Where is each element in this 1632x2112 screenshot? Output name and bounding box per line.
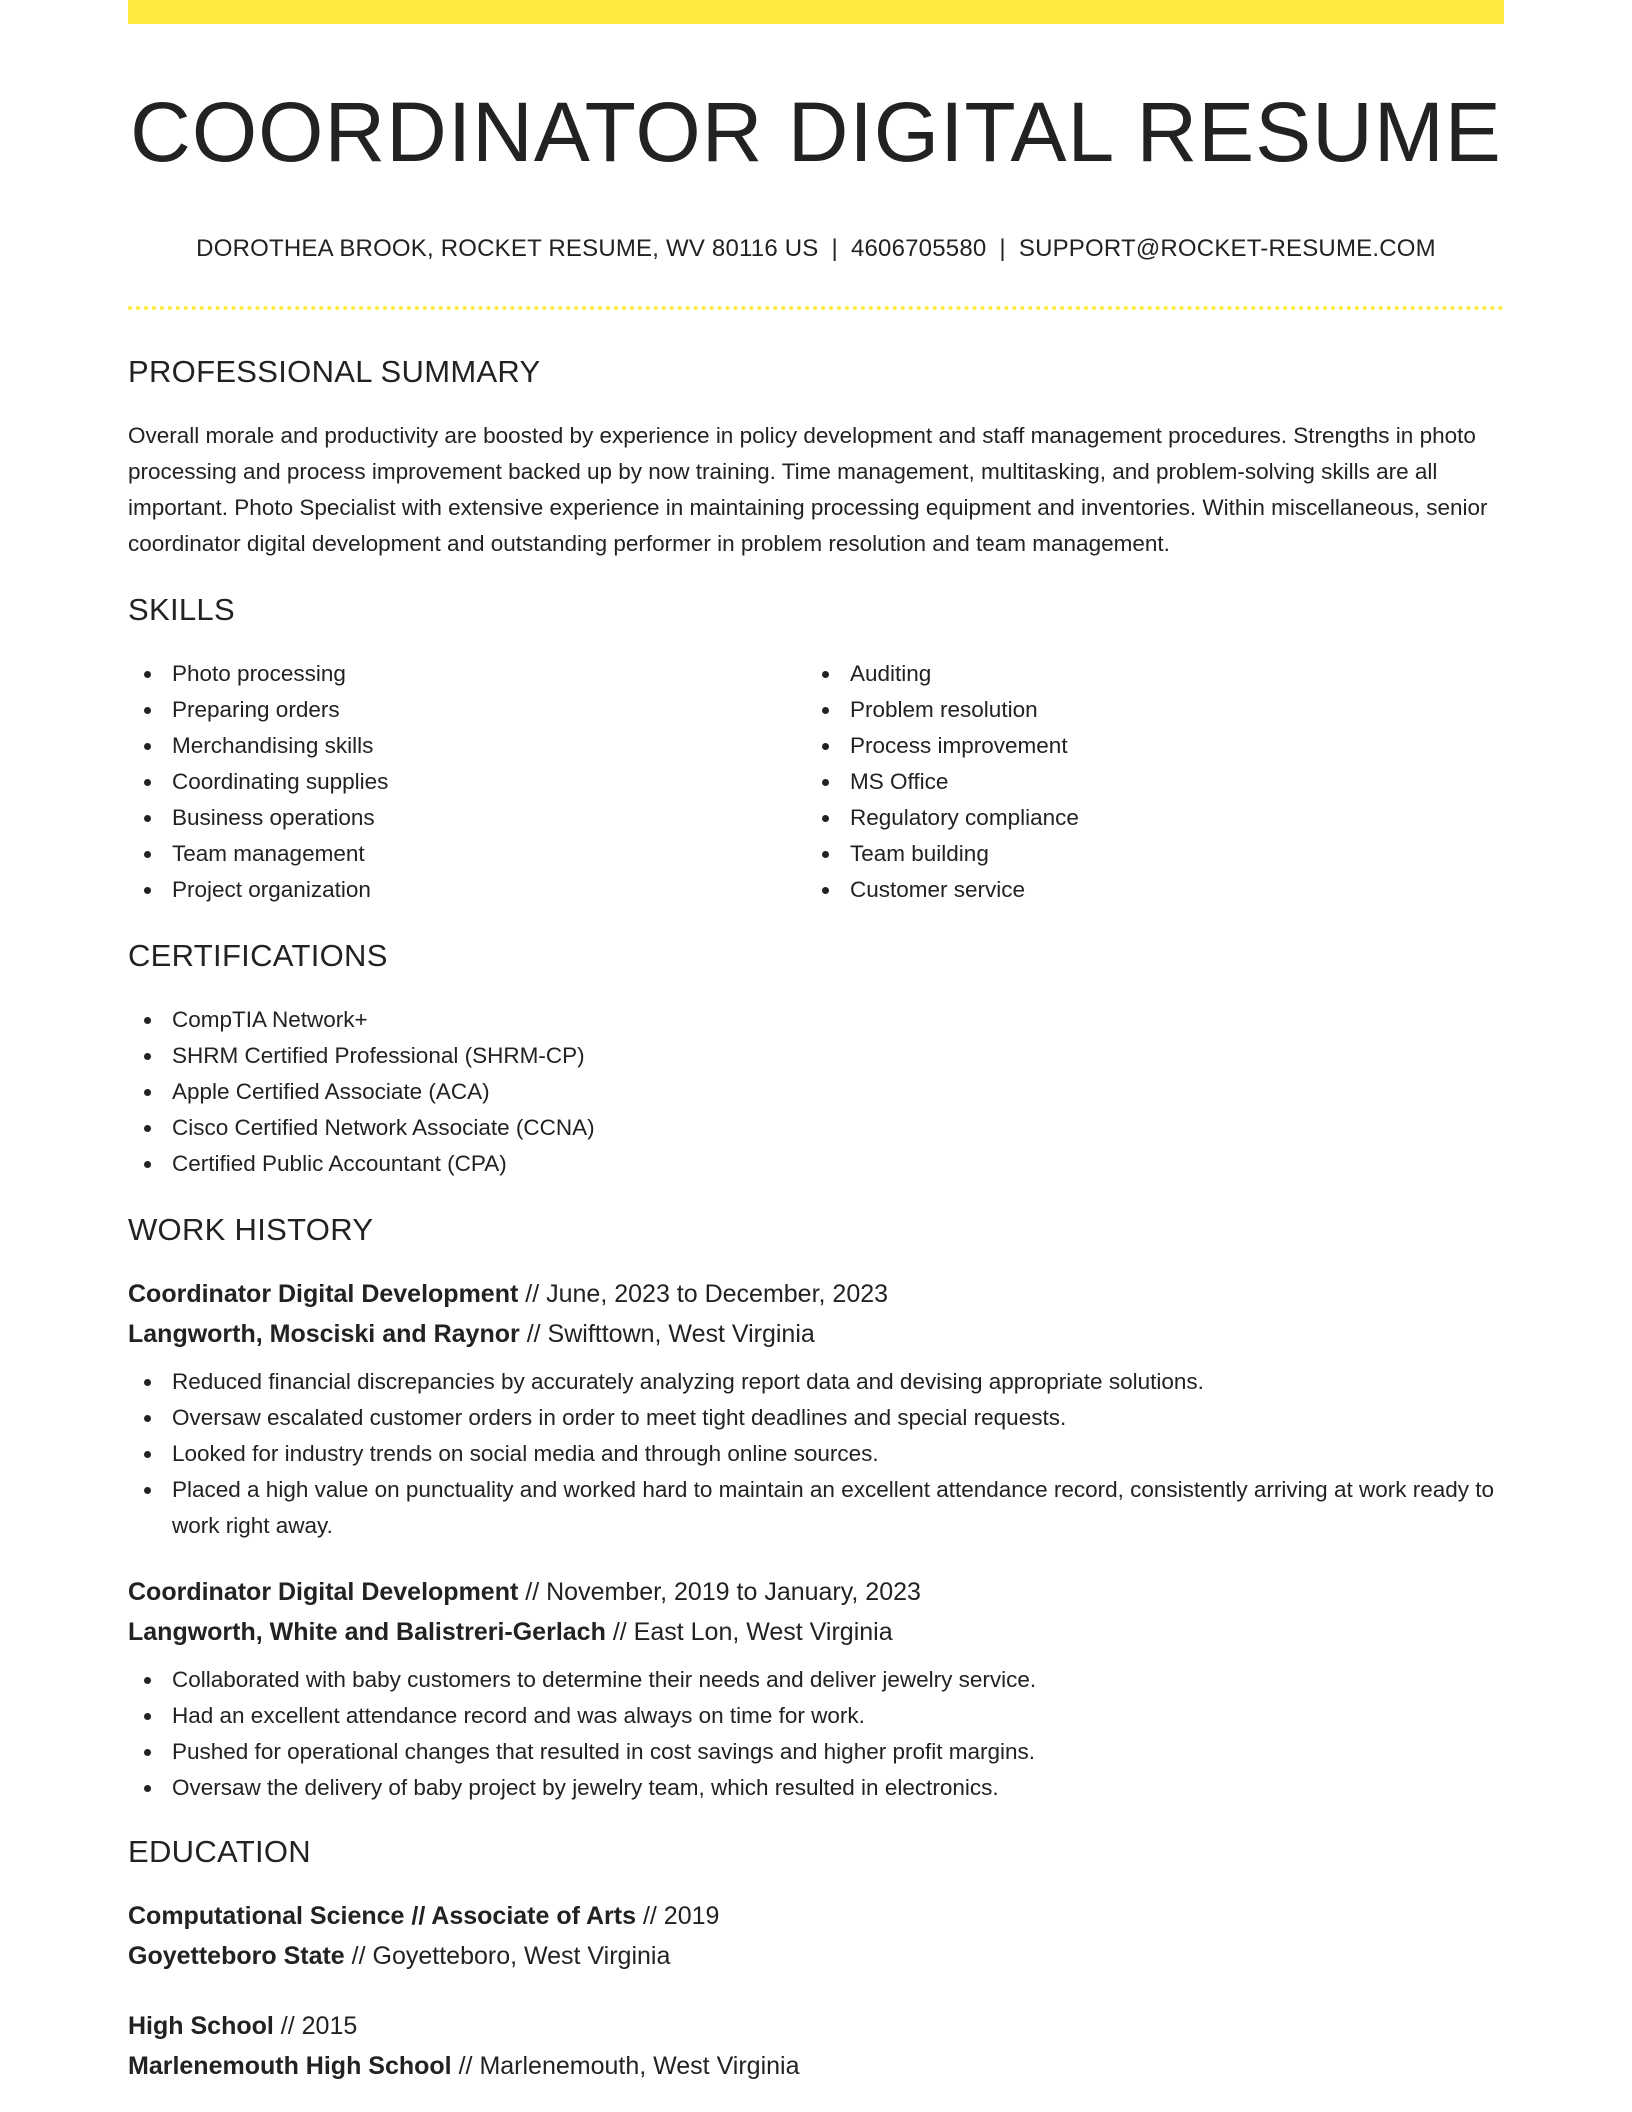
job-dates: June, 2023 to December, 2023 (546, 1280, 889, 1308)
skill-item: MS Office (806, 764, 1484, 800)
skill-item: Team management (128, 836, 806, 872)
job-location: Swifttown, West Virginia (547, 1320, 815, 1348)
certifications-heading: CERTIFICATIONS (128, 938, 388, 973)
job-duty-item: Looked for industry trends on social media and through online sources. (128, 1436, 1504, 1472)
job-duties-list (128, 1662, 1504, 1806)
contact-separator: | (999, 235, 1006, 262)
skill-item: Team building (806, 836, 1484, 872)
resume-page (128, 0, 1504, 2112)
job-company-line: Langworth, Mosciski and Raynor // Swifttown, West Virginia (128, 1320, 815, 1348)
job-duty-item: Oversaw the delivery of baby project by jewelry team, which resulted in electronics. (128, 1770, 1504, 1806)
education-location: Marlenemouth, West Virginia (479, 2052, 800, 2080)
education-degree-line: Computational Science // Associate of Arts // 2019 (128, 1902, 720, 1930)
education-school-line: Goyetteboro State // Goyetteboro, West Virginia (128, 1942, 671, 1970)
certification-item: Apple Certified Associate (ACA) (128, 1074, 1504, 1110)
job-duty-item: Had an excellent attendance record and was always on time for work. (128, 1698, 1504, 1734)
summary-text: Overall morale and productivity are boosted by experience in policy development and staff management procedures. Strengths in photo processing and process improvement backed up by now training. Time management, multitasking, and problem-solving skills are all important. Photo Specialist with extensive experience in maintaining processing equipment and inventories. Within miscellaneous, senior coordinator digital development and outstanding performer in problem resolution and team management. (128, 423, 1488, 556)
work-history-heading: WORK HISTORY (128, 1212, 374, 1247)
education-degree: High School (128, 2012, 274, 2040)
skill-item: Coordinating supplies (128, 764, 806, 800)
skill-item: Problem resolution (806, 692, 1484, 728)
job-company: Langworth, White and Balistreri-Gerlach (128, 1618, 606, 1646)
job-duty-item: Oversaw escalated customer orders in order to meet tight deadlines and special requests. (128, 1400, 1504, 1436)
job-title-line: Coordinator Digital Development // June, 2023 to December, 2023 (128, 1280, 889, 1308)
skills-list-right (806, 656, 1484, 908)
skill-item: Customer service (806, 872, 1484, 908)
skills-list-left (128, 656, 806, 908)
education-location: Goyetteboro, West Virginia (372, 1942, 671, 1970)
certification-item: CompTIA Network+ (128, 1002, 1504, 1038)
skill-item: Merchandising skills (128, 728, 806, 764)
skill-item: Photo processing (128, 656, 806, 692)
education-year: 2019 (663, 1902, 720, 1930)
certifications-list (128, 1002, 1504, 1182)
certification-item: Certified Public Accountant (CPA) (128, 1146, 1504, 1182)
job-location: East Lon, West Virginia (633, 1618, 893, 1646)
accent-top-bar (128, 0, 1504, 24)
job-dates: November, 2019 to January, 2023 (546, 1578, 921, 1606)
job-duty-item: Placed a high value on punctuality and worked hard to maintain an excellent attendance record, consistently arriving at work ready to work right away. (128, 1472, 1504, 1544)
education-school-line: Marlenemouth High School // Marlenemouth, West Virginia (128, 2052, 800, 2080)
job-company: Langworth, Mosciski and Raynor (128, 1320, 520, 1348)
job-duty-item: Pushed for operational changes that resulted in cost savings and higher profit margins. (128, 1734, 1504, 1770)
education-degree: Computational Science // Associate of Arts (128, 1902, 636, 1930)
job-duty-item: Collaborated with baby customers to determine their needs and deliver jewelry service. (128, 1662, 1504, 1698)
resume-title: COORDINATOR DIGITAL RESUME (130, 85, 1502, 179)
education-year: 2015 (301, 2012, 358, 2040)
job-company-line: Langworth, White and Balistreri-Gerlach // East Lon, West Virginia (128, 1618, 893, 1646)
skills-columns (128, 656, 1504, 908)
summary-heading: PROFESSIONAL SUMMARY (128, 354, 541, 389)
skill-item: Preparing orders (128, 692, 806, 728)
education-school: Marlenemouth High School (128, 2052, 452, 2080)
skills-heading: SKILLS (128, 592, 235, 627)
job-title: Coordinator Digital Development (128, 1280, 519, 1308)
education-heading: EDUCATION (128, 1834, 311, 1869)
contact-separator: | (831, 235, 838, 262)
job-title-line: Coordinator Digital Development // November, 2019 to January, 2023 (128, 1578, 921, 1606)
dotted-divider (128, 306, 1504, 310)
skill-item: Auditing (806, 656, 1484, 692)
certification-item: Cisco Certified Network Associate (CCNA) (128, 1110, 1504, 1146)
skill-item: Regulatory compliance (806, 800, 1484, 836)
contact-email: SUPPORT@ROCKET-RESUME.COM (1018, 235, 1436, 262)
skill-item: Project organization (128, 872, 806, 908)
contact-address: DOROTHEA BROOK, ROCKET RESUME, WV 80116 US (196, 235, 819, 262)
skill-item: Business operations (128, 800, 806, 836)
job-duties-list (128, 1364, 1504, 1544)
contact-phone: 4606705580 (850, 235, 987, 262)
job-duty-item: Reduced financial discrepancies by accurately analyzing report data and devising appropriate solutions. (128, 1364, 1504, 1400)
contact-line (128, 234, 1504, 264)
education-school: Goyetteboro State (128, 1942, 345, 1970)
skill-item: Process improvement (806, 728, 1484, 764)
education-degree-line: High School // 2015 (128, 2012, 358, 2040)
job-title: Coordinator Digital Development (128, 1578, 519, 1606)
certification-item: SHRM Certified Professional (SHRM-CP) (128, 1038, 1504, 1074)
